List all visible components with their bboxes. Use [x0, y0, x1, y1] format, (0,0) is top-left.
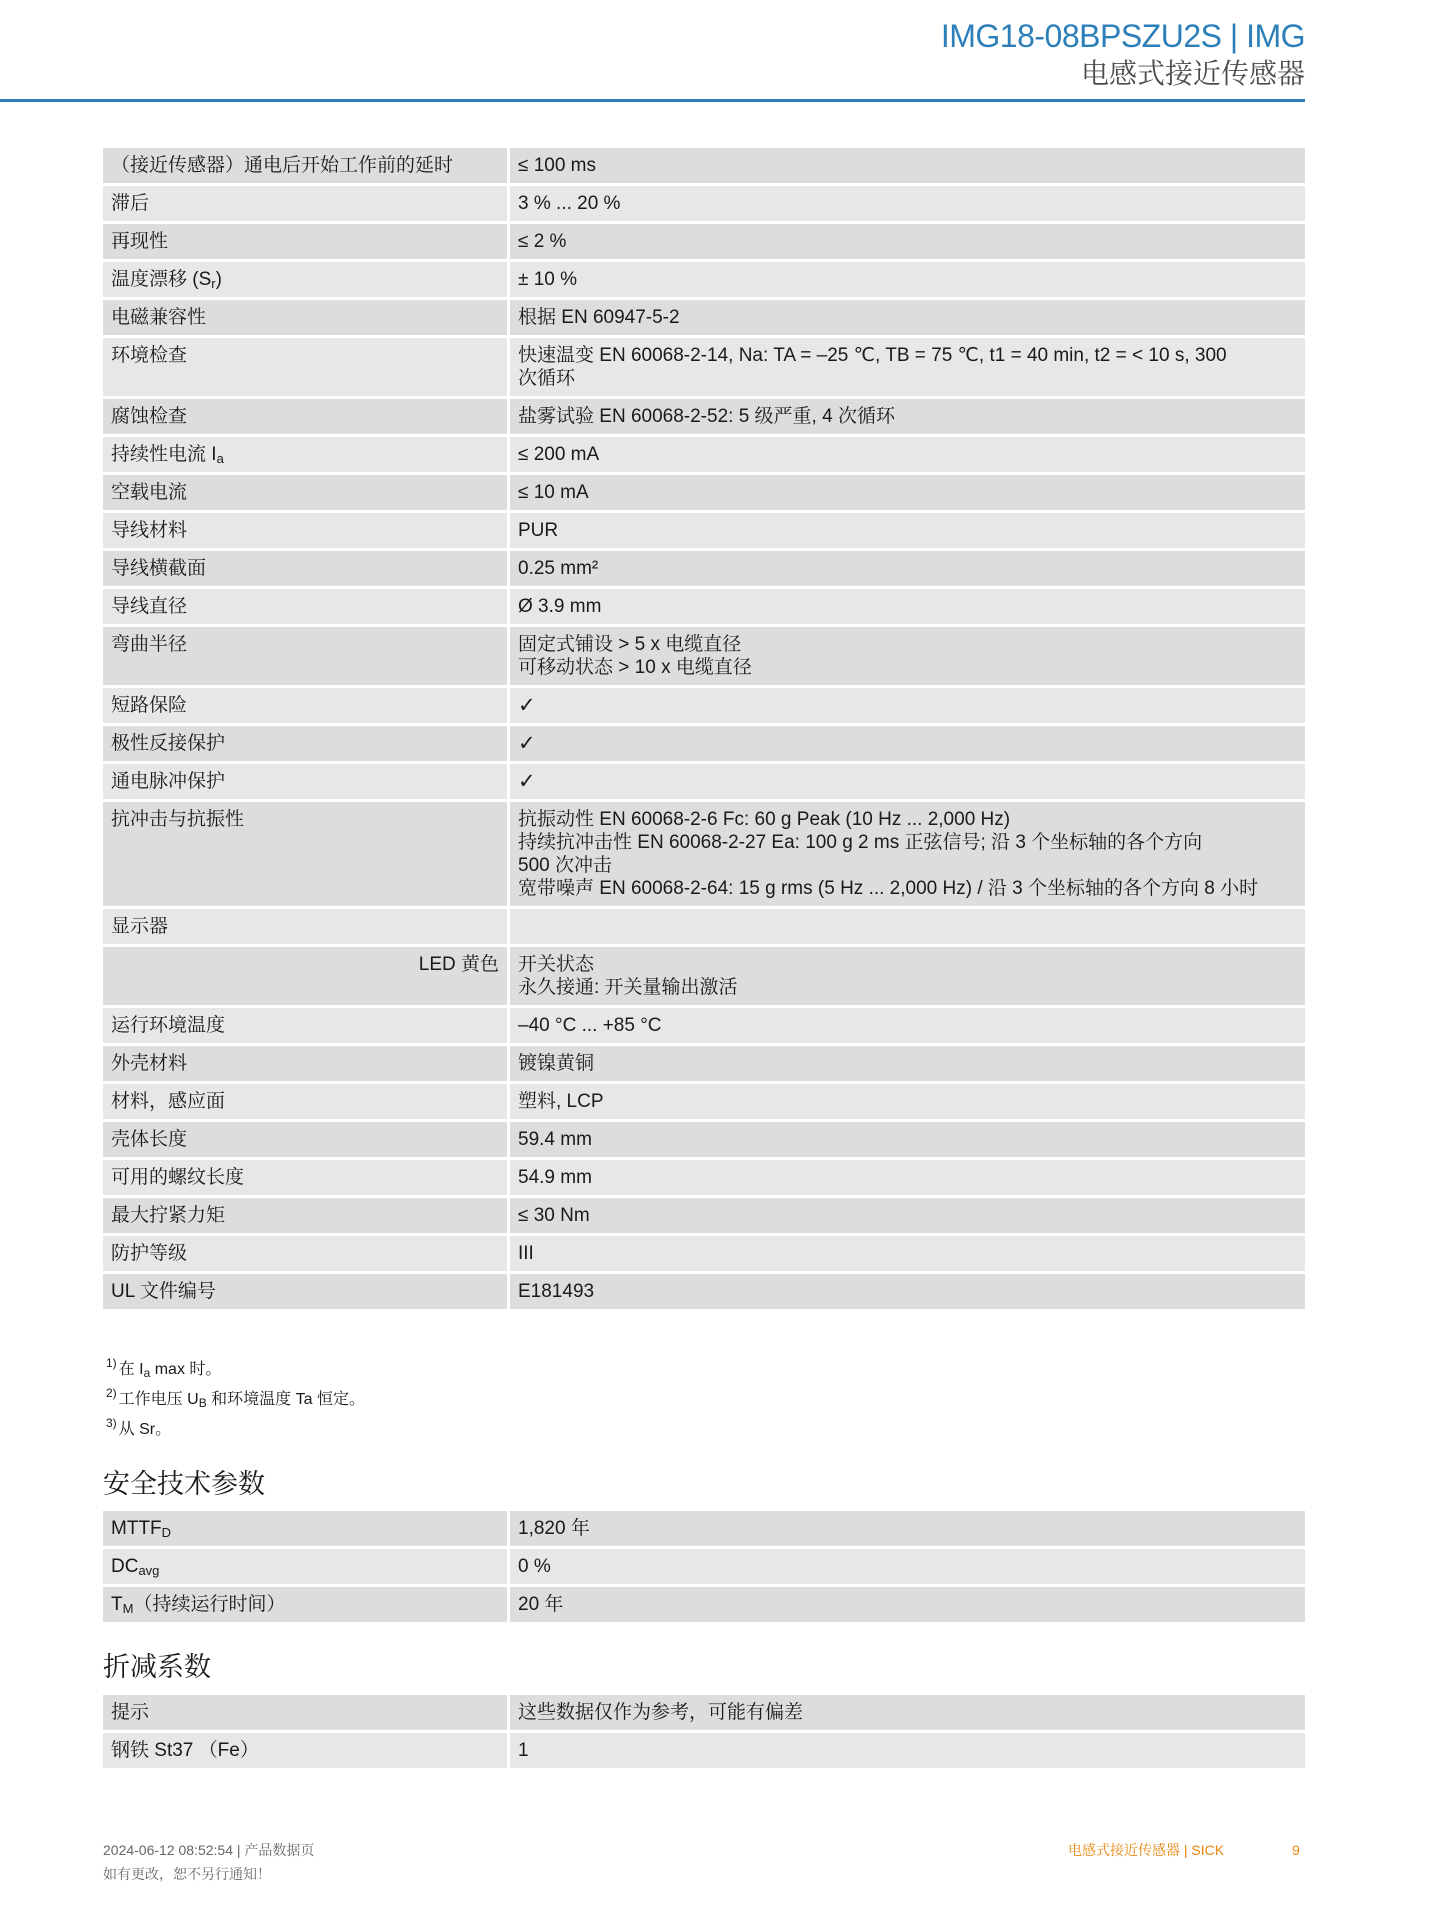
footer-date-line: 2024-06-12 08:52:54 | 产品数据页: [103, 1842, 315, 1858]
row-label: [103, 148, 507, 183]
table-row: [103, 148, 1305, 183]
row-value-line: ± 10 %: [518, 269, 578, 290]
row-label-text: 极性反接保护: [111, 733, 226, 754]
row-label: [103, 1122, 507, 1157]
table-row: [103, 589, 1305, 624]
footnote-text: 工作电压 U: [118, 1391, 199, 1408]
row-value: [510, 1084, 1305, 1119]
row-value: [510, 802, 1305, 906]
row-value-line: ≤ 10 mA: [518, 482, 589, 503]
table-row: [103, 262, 1305, 297]
row-value: [510, 627, 1305, 685]
row-label-text: （接近传感器）通电后开始工作前的延时: [111, 155, 454, 176]
table-row: [103, 802, 1305, 906]
row-value: [510, 1046, 1305, 1081]
table-row: [103, 224, 1305, 259]
row-label: [103, 262, 507, 297]
row-label: [103, 551, 507, 586]
table-row: [103, 399, 1305, 434]
row-label-text: 短路保险: [111, 695, 188, 716]
row-value: [510, 262, 1305, 297]
table-row: [103, 513, 1305, 548]
row-value: [510, 300, 1305, 335]
row-label: [103, 726, 507, 761]
row-value-line: 镀镍黄铜: [518, 1053, 595, 1074]
row-label-text: 环境检查: [111, 345, 188, 366]
row-value-line: 500 次冲击: [518, 855, 612, 876]
row-value-line: 3 % ... 20 %: [518, 193, 621, 214]
table-row: [103, 1733, 1305, 1768]
row-label: [103, 1084, 507, 1119]
footnote-number: 1): [106, 1356, 117, 1370]
row-label-text: 导线横截面: [111, 558, 207, 579]
row-value-line: ≤ 30 Nm: [518, 1205, 590, 1226]
row-value: [510, 1274, 1305, 1309]
row-label-text: 外壳材料: [111, 1053, 188, 1074]
footnote-item: [106, 1415, 365, 1445]
row-label: [103, 1733, 507, 1768]
table-row: [103, 475, 1305, 510]
row-label-suffix: ): [215, 269, 222, 290]
row-label: [103, 224, 507, 259]
row-value-line: 永久接通: 开关量输出激活: [518, 977, 738, 998]
row-label-text: 提示: [111, 1702, 150, 1723]
row-label: [103, 1587, 507, 1622]
row-value-line: 开关状态: [518, 954, 595, 975]
table-row: [103, 1695, 1305, 1730]
table-row: [103, 1236, 1305, 1271]
footnote-text: 在 I: [118, 1361, 144, 1378]
row-value-line: ≤ 2 %: [518, 231, 567, 252]
row-label: [103, 764, 507, 799]
row-value: [510, 186, 1305, 221]
reduction-table: [103, 1695, 1305, 1768]
row-value: [510, 224, 1305, 259]
footer-brand: 电感式接近传感器 | SICK: [1068, 1842, 1225, 1858]
table-row: [103, 300, 1305, 335]
row-value-line: 0.25 mm²: [518, 558, 599, 579]
row-label-text: DC: [111, 1556, 139, 1577]
table-row: [103, 551, 1305, 586]
table-row: [103, 186, 1305, 221]
row-label-subscript: a: [216, 451, 224, 466]
row-label: [103, 437, 507, 472]
row-label: [103, 1511, 507, 1546]
row-value-line: ≤ 100 ms: [518, 155, 597, 176]
table-row: [103, 437, 1305, 472]
table-row: [103, 1198, 1305, 1233]
table-row: [103, 1274, 1305, 1309]
footnote-number: 3): [106, 1416, 117, 1430]
row-value: [510, 338, 1305, 396]
row-label: [103, 1695, 507, 1730]
row-label-text: 导线直径: [111, 596, 188, 617]
row-label: [103, 947, 507, 1005]
row-label-text: 腐蚀检查: [111, 406, 188, 427]
row-label: [103, 300, 507, 335]
row-value-line: III: [518, 1243, 534, 1264]
row-value: [510, 1122, 1305, 1157]
row-value: [510, 1198, 1305, 1233]
row-value-line: 固定式铺设 > 5 x 电缆直径: [518, 634, 742, 655]
footnotes: [106, 1355, 365, 1445]
table-row: [103, 1511, 1305, 1546]
row-label-text: 可用的螺纹长度: [111, 1167, 245, 1188]
reduction-section-title: 折减系数: [103, 1652, 211, 1682]
table-row: [103, 1046, 1305, 1081]
row-value-line: 抗振动性 EN 60068-2-6 Fc: 60 g Peak (10 Hz ... 2,000 Hz): [518, 809, 1011, 830]
row-label-text: 最大拧紧力矩: [111, 1205, 226, 1226]
row-value-line: [518, 915, 1297, 938]
row-label-subscript: M: [122, 1601, 134, 1616]
page-header: [941, 16, 1305, 91]
row-label: [103, 1198, 507, 1233]
product-model-title: IMG18-08BPSZU2S | IMG: [940, 18, 1305, 54]
row-label-text: 防护等级: [111, 1243, 188, 1264]
row-label: [103, 688, 507, 723]
row-value-line: 59.4 mm: [518, 1129, 592, 1150]
row-value: [510, 1549, 1305, 1584]
row-value: [510, 1008, 1305, 1043]
row-value-line: 快速温变 EN 60068-2-14, Na: TA = –25 ℃, TB = 75 ℃, t1 = 40 min, t2 = < 10 s, 300: [518, 345, 1227, 366]
table-row: [103, 947, 1305, 1005]
safety-section-title: 安全技术参数: [103, 1469, 265, 1499]
header-rule: [0, 99, 1305, 102]
table-row: [103, 764, 1305, 799]
row-label-subscript: r: [211, 276, 216, 291]
row-value: [510, 764, 1305, 799]
row-label: [103, 1008, 507, 1043]
footnote-text-end: max 时。: [150, 1361, 222, 1378]
table-row: [103, 1084, 1305, 1119]
row-label-text: 材料，感应面: [111, 1091, 226, 1112]
page-number: 9: [1292, 1842, 1300, 1858]
row-value: [510, 1236, 1305, 1271]
row-label: [103, 627, 507, 685]
row-label-text: UL 文件编号: [111, 1281, 216, 1302]
row-label-text: 滞后: [111, 193, 150, 214]
row-label: [103, 1046, 507, 1081]
row-label-text: 通电脉冲保护: [111, 771, 226, 792]
row-label: [103, 909, 507, 944]
row-value-line: PUR: [518, 520, 559, 541]
row-value: [510, 513, 1305, 548]
row-value: [510, 1160, 1305, 1195]
row-value: [510, 947, 1305, 1005]
row-value-line: 54.9 mm: [518, 1167, 592, 1188]
row-value-line: –40 °C ... +85 °C: [518, 1015, 662, 1036]
row-label-text: T: [111, 1594, 123, 1615]
footer-left: [103, 1838, 314, 1886]
safety-table: [103, 1511, 1305, 1622]
table-row: [103, 1122, 1305, 1157]
footnote-text: 从 Sr。: [118, 1421, 172, 1438]
table-row: [103, 338, 1305, 396]
table-row: [103, 1160, 1305, 1195]
row-value-line: 持续抗冲击性 EN 60068-2-27 Ea: 100 g 2 ms 正弦信号; 沿 3 个坐标轴的各个方向: [518, 832, 1203, 853]
table-row: [103, 688, 1305, 723]
table-row: [103, 1008, 1305, 1043]
footnote-item: [106, 1385, 365, 1415]
row-label: [103, 1274, 507, 1309]
row-value: [510, 551, 1305, 586]
footnote-subscript: a: [143, 1366, 151, 1380]
row-value-line: 1: [518, 1740, 529, 1761]
row-value: [510, 399, 1305, 434]
row-label: [103, 513, 507, 548]
row-label: [103, 399, 507, 434]
table-row: [103, 1549, 1305, 1584]
table-row: [103, 726, 1305, 761]
row-value-line: 可移动状态 > 10 x 电缆直径: [518, 657, 752, 678]
row-label-text: 电磁兼容性: [111, 307, 207, 328]
row-label: [103, 186, 507, 221]
footnote-item: [106, 1355, 365, 1385]
row-label-text: 再现性: [111, 231, 169, 252]
footnote-text-end: 和环境温度 Ta 恒定。: [206, 1391, 365, 1408]
row-value-line: 宽带噪声 EN 60068-2-64: 15 g rms (5 Hz ... 2,000 Hz) / 沿 3 个坐标轴的各个方向 8 小时: [518, 878, 1259, 899]
row-label: [103, 1236, 507, 1271]
row-value: [510, 475, 1305, 510]
checkmark-icon: ✓: [518, 694, 536, 717]
row-value-line: 这些数据仅作为参考，可能有偏差: [518, 1702, 804, 1723]
row-label-text: 抗冲击与抗振性: [111, 809, 245, 830]
row-label-suffix: （持续运行时间）: [133, 1594, 286, 1615]
row-value-line: Ø 3.9 mm: [518, 596, 602, 617]
row-value: [510, 1695, 1305, 1730]
row-label: [103, 1160, 507, 1195]
footnote-number: 2): [106, 1386, 117, 1400]
row-value-line: 0 %: [518, 1556, 551, 1577]
product-category-subtitle: 电感式接近传感器: [1080, 58, 1305, 89]
spec-table: [103, 148, 1305, 1309]
footer-disclaimer: 如有更改，恕不另行通知！: [103, 1866, 271, 1882]
row-value: [510, 589, 1305, 624]
row-value: [510, 1733, 1305, 1768]
row-label-text: 空载电流: [111, 482, 188, 503]
row-label: [103, 589, 507, 624]
table-row: [103, 1587, 1305, 1622]
row-label: [103, 338, 507, 396]
row-value-line: 盐雾试验 EN 60068-2-52: 5 级严重, 4 次循环: [518, 406, 895, 427]
row-value: [510, 909, 1305, 944]
row-label-text: 钢铁 St37 （Fe）: [111, 1740, 259, 1761]
table-row: [103, 627, 1305, 685]
row-value: [510, 1511, 1305, 1546]
row-value: [510, 1587, 1305, 1622]
row-value: [510, 148, 1305, 183]
row-value-line: 塑料, LCP: [518, 1091, 604, 1112]
footnote-subscript: B: [198, 1396, 207, 1410]
row-value: [510, 688, 1305, 723]
row-label-text: 运行环境温度: [111, 1015, 226, 1036]
row-label-subscript: D: [161, 1525, 172, 1540]
row-label-text: 弯曲半径: [111, 634, 188, 655]
row-value-line: ≤ 200 mA: [518, 444, 600, 465]
row-value-line: E181493: [518, 1281, 595, 1302]
row-label: [103, 1549, 507, 1584]
row-label-text: 持续性电流 I: [111, 444, 217, 465]
row-label-text: 显示器: [111, 916, 169, 937]
row-label-text: MTTF: [111, 1518, 162, 1539]
row-value: [510, 726, 1305, 761]
row-value-line: 次循环: [518, 368, 576, 389]
row-value-line: 1,820 年: [518, 1518, 590, 1539]
row-label-text: 温度漂移 (S: [111, 269, 212, 290]
row-label: [103, 802, 507, 906]
row-value-line: 20 年: [518, 1594, 564, 1615]
row-label-text: 导线材料: [111, 520, 188, 541]
table-row: [103, 909, 1305, 944]
row-label-text: 壳体长度: [111, 1129, 188, 1150]
checkmark-icon: ✓: [518, 732, 536, 755]
checkmark-icon: ✓: [518, 770, 536, 793]
row-value: [510, 437, 1305, 472]
row-label-text: LED 黄色: [418, 954, 499, 975]
row-label: [103, 475, 507, 510]
row-value-line: 根据 EN 60947-5-2: [518, 307, 680, 328]
row-label-subscript: avg: [138, 1563, 160, 1578]
